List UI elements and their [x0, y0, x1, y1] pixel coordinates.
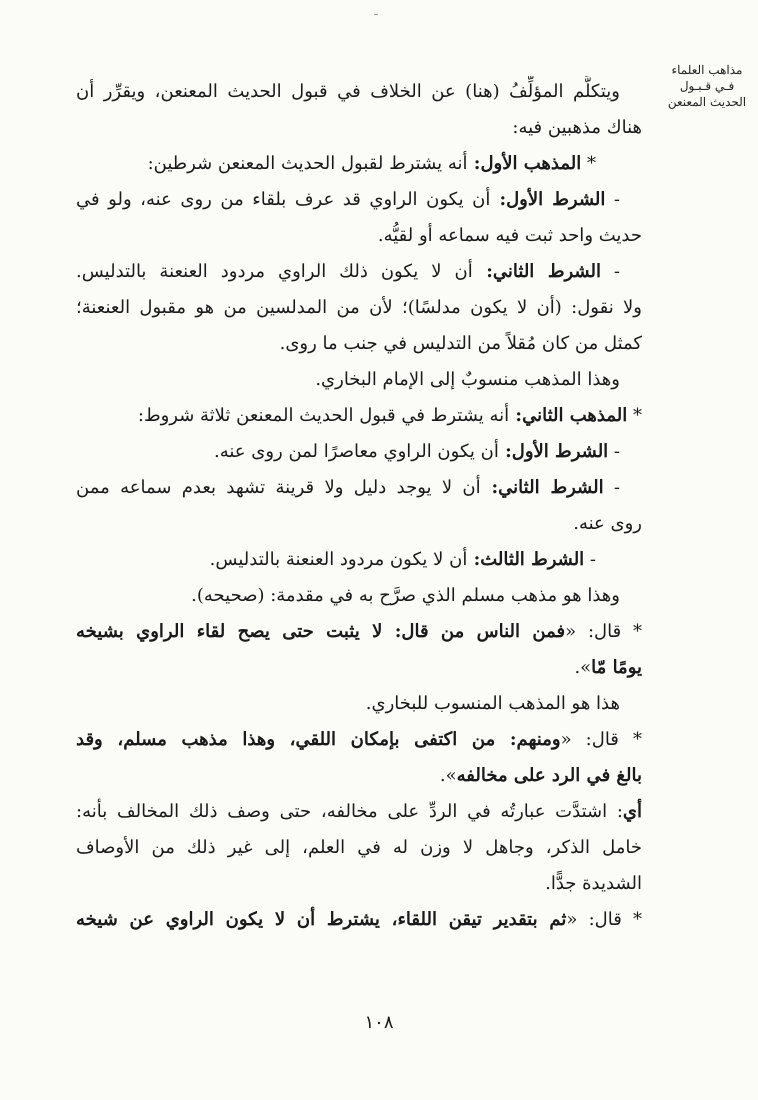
text-run: - [584, 549, 596, 570]
heading-run: الشرط الأول: [498, 441, 609, 462]
heading-run: الشرط الأول: [490, 189, 606, 210]
heading-run: الشرط الثاني: [472, 261, 601, 282]
text-run: أن يكون الراوي معاصرًا لمن روى عنه. [213, 441, 499, 462]
text-run: هناك مذهبين فيه: [512, 117, 642, 138]
margin-note [664, 62, 750, 110]
page-number: ١٠٨ [364, 1012, 394, 1033]
top-tick-mark [374, 14, 378, 15]
text-run: * قال: « [560, 729, 642, 750]
text-run: روى عنه. [573, 513, 642, 534]
text-line [76, 796, 642, 832]
text-run: حديث واحد ثبت فيه سماعه أو لقيُّه. [377, 225, 642, 246]
text-line [76, 328, 642, 364]
text-run: * [627, 405, 642, 426]
margin-note-line: الحديث المعنعن [667, 95, 747, 109]
text-line [76, 832, 642, 868]
text-run: * قال: « [566, 909, 642, 930]
text-run: خامل الذكر، وجاهل لا وزن له في العلم، إلى غير ذلك من الأوصاف [76, 837, 642, 858]
text-run: وهذا المذهب منسوبٌ إلى الإمام البخاري. [315, 369, 620, 390]
text-line [76, 256, 642, 292]
text-line [76, 436, 642, 472]
text-line [76, 112, 642, 148]
text-line [76, 148, 642, 184]
text-run: : اشتدَّت عبارتُه في الردِّ على مخالفه، حتى وصف ذلك المخالف بأنه: [76, 801, 623, 822]
text-line [76, 220, 642, 256]
text-run: ويتكلَّم المؤلِّفُ (هنا) عن الخلاف في قبول الحديث المعنعن، ويقرِّر أن [76, 81, 620, 102]
text-line [76, 616, 642, 652]
text-line [76, 184, 642, 220]
text-line [76, 508, 642, 544]
text-line [76, 544, 642, 580]
text-run: ». [574, 657, 592, 678]
text-run: هذا هو المذهب المنسوب للبخاري. [365, 693, 620, 714]
heading-run: الشرط الثاني: [480, 477, 604, 498]
text-line [76, 472, 642, 508]
margin-note-line: مذاهب العلماء [671, 63, 743, 77]
text-line [76, 76, 642, 112]
heading-run: المذهب الأول: [467, 153, 582, 174]
text-line [76, 760, 642, 796]
text-run: أن لا يكون ذلك الراوي مردود العنعنة بالتدليس. [76, 261, 473, 282]
text-run: ». [439, 765, 457, 786]
text-line [76, 724, 642, 760]
text-run: كمثل من كان مُقلاً من التدليس في جنب ما روى. [279, 333, 642, 354]
text-run: - [603, 477, 620, 498]
text-line [76, 292, 642, 328]
text-run: وهذا هو مذهب مسلم الذي صرَّح به في مقدمة: (صحيحه). [191, 585, 620, 606]
text-line [76, 580, 642, 616]
text-line [76, 364, 642, 400]
text-line [76, 652, 642, 688]
text-run: أنه يشترط في قبول الحديث المعنعن ثلاثة شروط: [137, 405, 510, 426]
text-line [76, 688, 642, 724]
text-line [76, 868, 642, 904]
text-run: الشديدة جدًّا. [545, 873, 642, 894]
text-line [76, 904, 642, 940]
heading-run: المذهب الثاني: [509, 405, 628, 426]
quote-run: بالغ في الرد على مخالفه [456, 765, 642, 786]
text-run: أن لا يكون مردود العنعنة بالتدليس. [209, 549, 468, 570]
text-run: أن لا يوجد دليل ولا قرينة تشهد بعدم سماعه ممن [76, 477, 481, 498]
text-run: أن يكون الراوي قد عرف بلقاء من روى عنه، ولو في [76, 189, 491, 210]
heading-run: الشرط الثالث: [467, 549, 585, 570]
quote-run: يومًا مّا [591, 657, 642, 678]
heading-run: أي [622, 801, 642, 822]
text-line [76, 400, 642, 436]
margin-note-line: فـي قـبـول [679, 79, 735, 93]
text-run: - [605, 189, 620, 210]
text-run: - [600, 261, 621, 282]
quote-run: ثم بتقدير تيقن اللقاء، يشترط أن لا يكون الراوي عن شيخه [76, 909, 567, 930]
text-run: * قال: « [565, 621, 642, 642]
text-run: ولا نقول: (أن لا يكون مدلسًا)؛ لأن من المدلسين من هو مقبول العنعنة؛ [76, 297, 642, 318]
body-text [76, 76, 642, 940]
text-run: * [581, 153, 596, 174]
quote-run: ومنهم: من اكتفى بإمكان اللقي، وهذا مذهب مسلم، وقد [76, 729, 561, 750]
quote-run: فمن الناس من قال: لا يثبت حتى يصح لقاء الراوي بشيخه [76, 621, 566, 642]
text-run: أنه يشترط لقبول الحديث المعنعن شرطين: [147, 153, 468, 174]
text-run: - [608, 441, 620, 462]
